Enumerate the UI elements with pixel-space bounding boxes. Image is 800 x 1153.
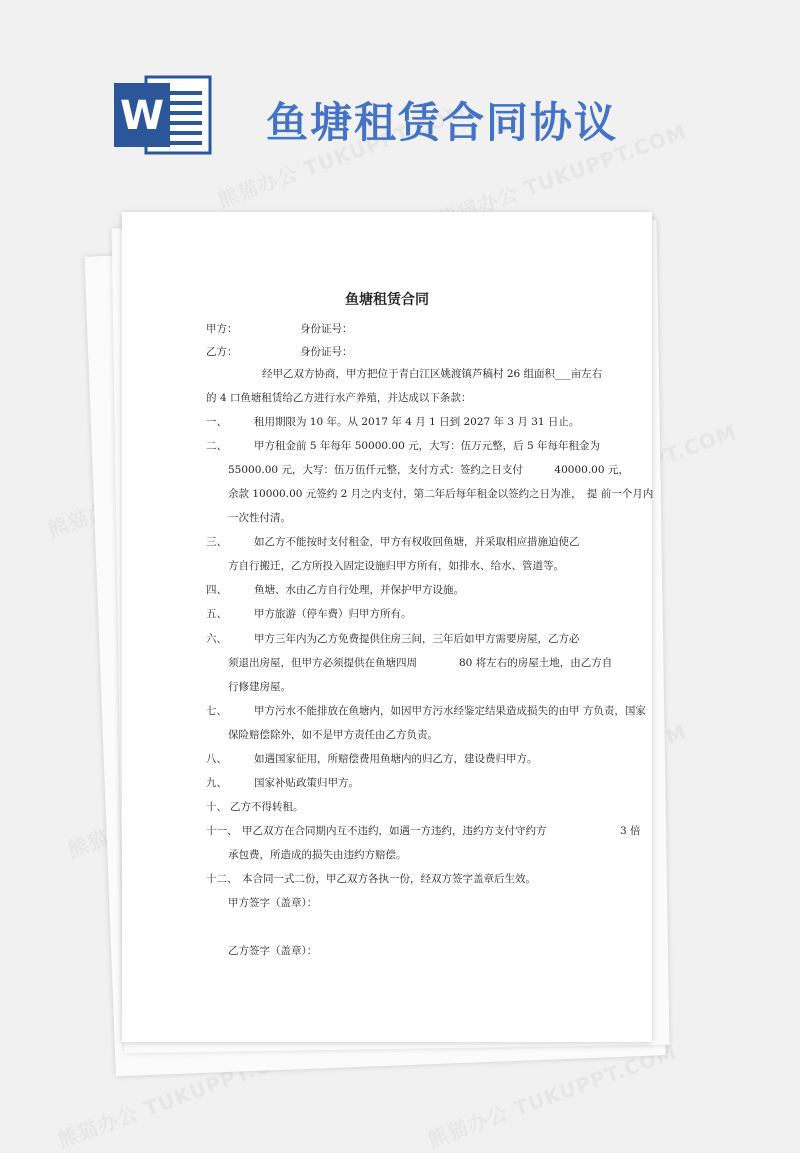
clause-text: 如遇国家征用，所赔偿费用鱼塘内的归乙方，建设费归甲方。 [254,753,538,765]
clause-text: 保险赔偿除外，如不是甲方责任由乙方负责。 [228,729,438,741]
clause-text: 鱼塘、水由乙方自行处理，并保护甲方设施。 [254,584,464,596]
clause-text: 55000.00 元，大写：伍万伍仟元整，支付方式：签约之日支付 40000.00 元， [228,464,629,476]
clause-text: 如乙方不能按时支付租金，甲方有权收回鱼塘，并采取相应措施迫使乙 [254,536,580,548]
clause-text: 租用期限为 10 年。从 2017 年 4 月 1 日到 2027 年 3 月 31 日止。 [254,416,580,428]
clause-text: 须退出房屋，但甲方必须提供在鱼塘四周 80 将左右的房屋土地，由乙方自 [228,657,613,669]
clause-text: 本合同一式二份，甲乙双方各执一份，经双方签字盖章后生效。 [242,873,536,885]
clause-text: 甲方租金前 5 年每年 50000.00 元，大写：伍万元整，后 5 年每年租金为 [254,440,600,452]
party-a-label: 甲方： [206,323,238,335]
clause-text: 甲方三年内为乙方免费提供住房三间，三年后如甲方需要房屋，乙方必 [254,633,580,645]
banner-title: 鱼塘租赁合同协议 [266,98,619,147]
clause-number: 十二、 [206,873,238,885]
clause-number: 十、 [206,801,227,813]
clause-text: 承包费，所造成的损失由违约方赔偿。 [228,849,407,861]
svg-text:W: W [119,93,165,139]
clause-text: 一次性付清。 [228,512,291,524]
document-title: 鱼塘租赁合同 [345,292,429,308]
clause-number: 二、 [206,440,227,452]
clause-number: 一、 [206,416,227,428]
clause-text: 国家补贴政策归甲方。 [254,777,359,789]
party-a-id-label: 身份证号： [300,323,353,335]
clause-number: 七、 [206,705,227,717]
clause-number: 十一、 [206,825,238,837]
clause-number: 九、 [206,777,227,789]
clause-text: 甲方污水不能排放在鱼塘内，如因甲方污水经鉴定结果造成损失的由甲 方负责，国家 [254,705,646,717]
party-a-signature-label: 甲方签字（盖章）： [228,897,318,909]
clause-text: 方自行搬迁，乙方所投入固定设施归甲方所有，如排水、给水、管道等。 [228,560,564,572]
word-icon [112,73,212,157]
clause-number: 五、 [206,608,227,620]
party-b-id-label: 身份证号： [300,346,353,358]
clause-text: 行修建房屋。 [228,681,291,693]
party-b-label: 乙方： [206,346,238,358]
clause-number: 八、 [206,753,227,765]
clause-text: 甲方旅游（停车费）归甲方所有。 [254,608,412,620]
clause-text: 乙方不得转租。 [230,801,304,813]
document-page [122,212,652,1042]
intro-paragraph: 经甲乙双方协商，甲方把位于青白江区姚渡镇芦稿村 26 组面积___亩左右 [262,368,603,380]
clause-number: 三、 [206,536,227,548]
clause-number: 六、 [206,633,227,645]
intro-paragraph: 的 4 口鱼塘租赁给乙方进行水产养殖，并达成以下条款： [206,392,472,404]
clause-number: 四、 [206,584,227,596]
clause-text: 甲乙双方在合同期内互不违约，如遇一方违约，违约方支付守约方 3 倍 [242,825,641,837]
party-b-signature-label: 乙方签字（盖章）： [228,945,318,957]
clause-text: 余款 10000.00 元签约 2 月之内支付，第二年后每年租金以签约之日为准， 提 前一个月内 [228,488,654,500]
